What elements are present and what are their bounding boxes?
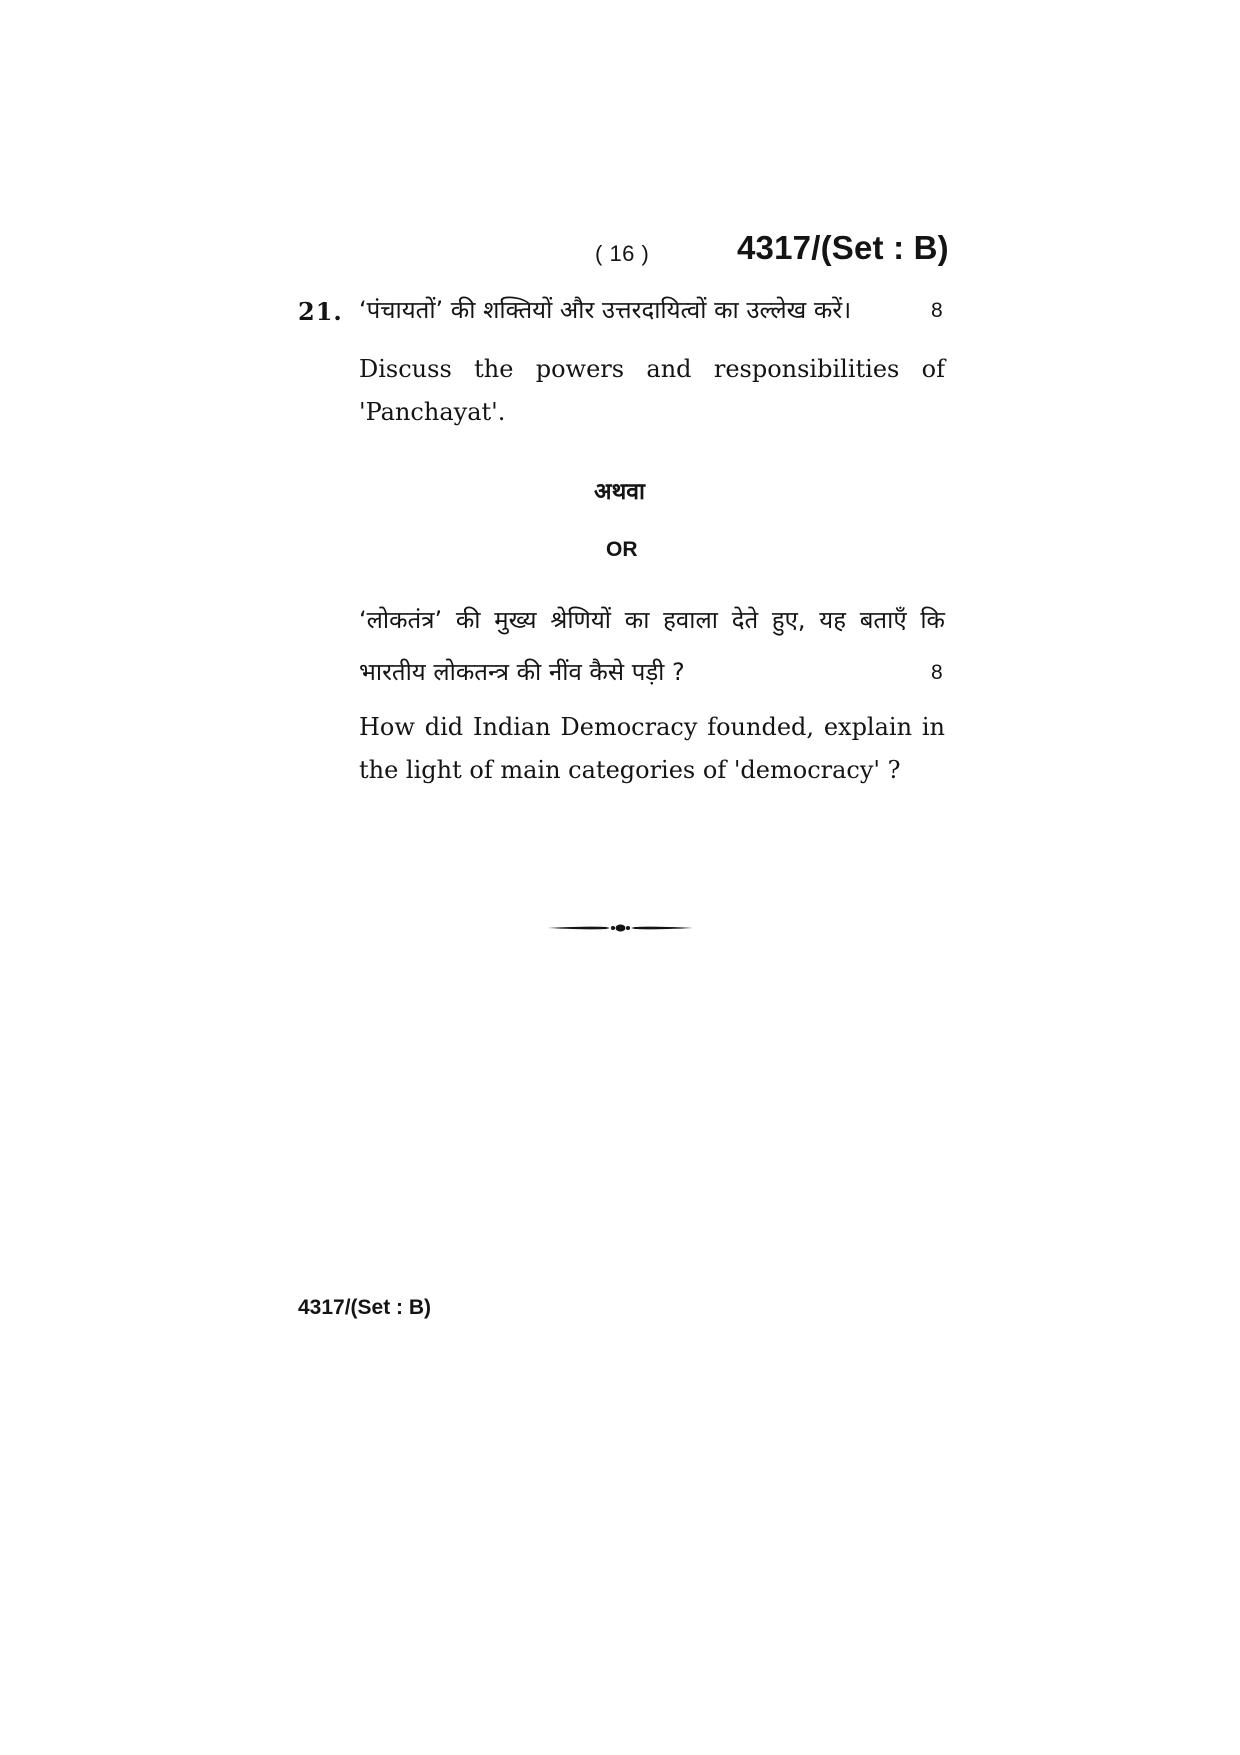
- question-hindi-text: ‘पंचायतों’ की शक्तियों और उत्तरदायित्वों का उल्लेख करें।: [359, 296, 852, 324]
- paper-code-header: 4317/(Set : B): [737, 229, 949, 266]
- alternative-english-line-1: How did Indian Democracy founded, explain in: [359, 713, 945, 741]
- question-english-line-2: 'Panchayat'.: [359, 398, 506, 426]
- question-number: 21.: [298, 297, 343, 326]
- page-number: ( 16 ): [595, 241, 650, 266]
- question-english-line-1: Discuss the powers and responsibilities of: [359, 355, 945, 383]
- end-ornament-divider: [548, 921, 693, 935]
- question-marks: 8: [931, 299, 943, 322]
- alternative-hindi-line-1: ‘लोकतंत्र’ की मुख्य श्रेणियों का हवाला देते हुए, यह बताएँ कि: [359, 606, 945, 634]
- alternative-marks: 8: [931, 661, 943, 684]
- alternative-hindi-line-2: भारतीय लोकतन्त्र की नींव कैसे पड़ी ?: [359, 658, 685, 686]
- alternative-english-line-2: the light of main categories of 'democracy' ?: [359, 756, 901, 784]
- paper-code-footer: 4317/(Set : B): [298, 1296, 432, 1319]
- separator-or: OR: [606, 538, 638, 561]
- separator-hindi: अथवा: [594, 479, 646, 505]
